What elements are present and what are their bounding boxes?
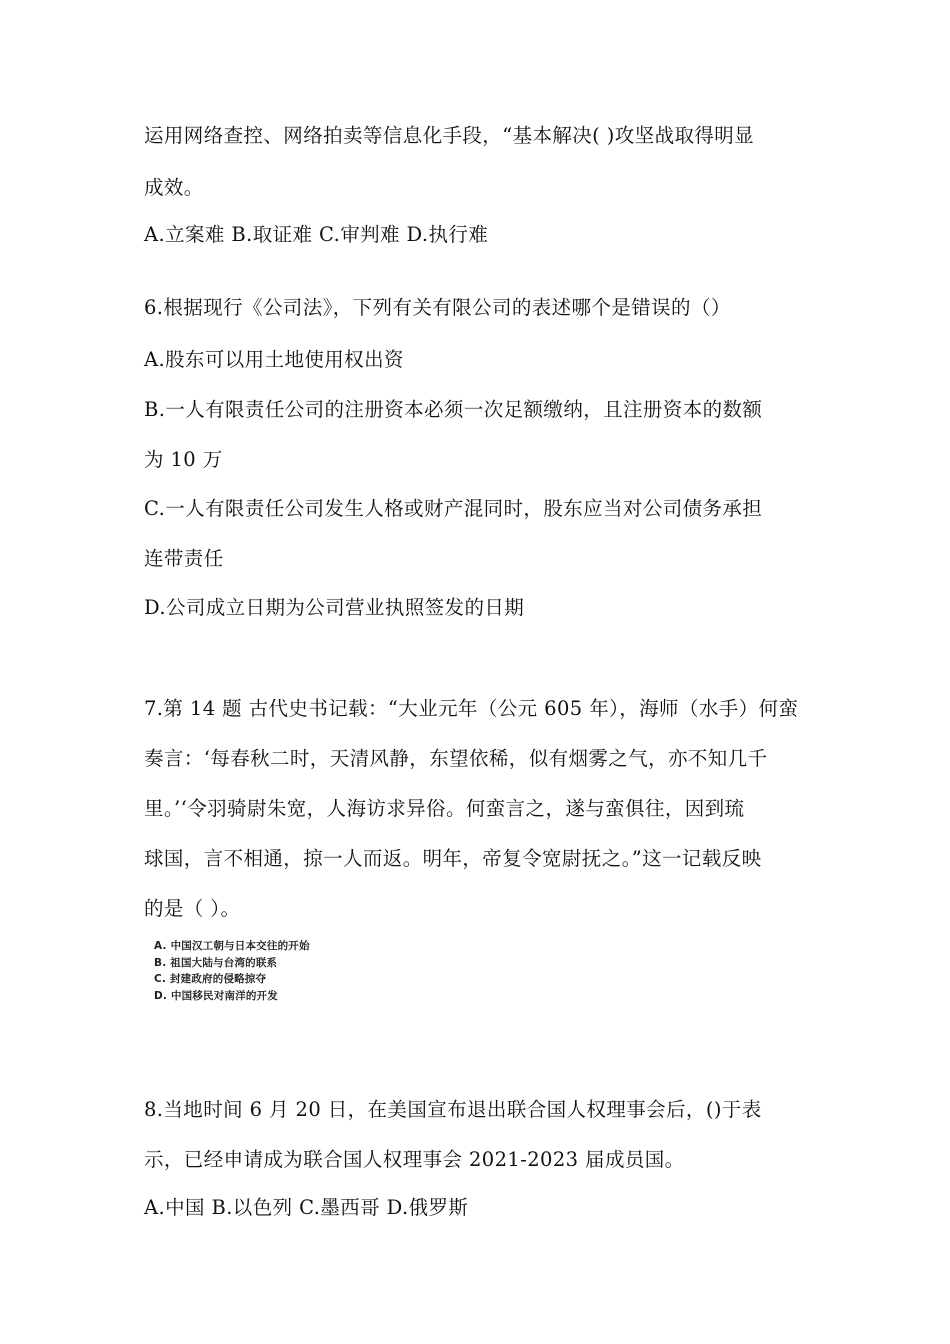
q5-stem-line-2: 成效。: [144, 176, 204, 199]
q8-options: A.中国 B.以色列 C.墨西哥 D.俄罗斯: [144, 1196, 469, 1219]
q7-option-b: B. 祖国大陆与台湾的联系: [154, 956, 278, 969]
q6-option-b-line-1: B.一人有限责任公司的注册资本必须一次足额缴纳，且注册资本的数额: [144, 398, 763, 421]
q5-options: A.立案难 B.取证难 C.审判难 D.执行难: [144, 223, 489, 246]
q7-stem-line-1: 7.第 14 题 古代史书记载：“大业元年（公元 605 年），海师（水手）何蛮: [144, 697, 799, 720]
q7-option-d: D. 中国移民对南洋的开发: [154, 989, 278, 1002]
q6-option-a: A.股东可以用土地使用权出资: [144, 348, 404, 371]
q8-stem-line-2: 示，已经申请成为联合国人权理事会 2021-2023 届成员国。: [144, 1148, 685, 1171]
q8-stem-line-1: 8.当地时间 6 月 20 日，在美国宣布退出联合国人权理事会后，()于表: [144, 1098, 762, 1121]
q7-stem-line-5: 的是（ ）。: [144, 897, 241, 920]
q6-stem: 6.根据现行《公司法》，下列有关有限公司的表述哪个是错误的（）: [144, 296, 731, 319]
q6-option-d: D.公司成立日期为公司营业执照签发的日期: [144, 596, 525, 619]
q6-option-b-line-2: 为 10 万: [144, 448, 223, 471]
q7-option-a: A. 中国汉工朝与日本交往的开始: [154, 940, 310, 952]
q7-options-image: [154, 938, 374, 1004]
q7-stem-line-4: 球国，言不相通，掠一人而返。明年，帝复令宽尉抚之。”这一记载反映: [144, 847, 762, 870]
q7-stem-line-3: 里。’‘令羽骑尉朱宽，人海访求异俗。何蛮言之，遂与蛮俱往，因到琉: [144, 797, 745, 820]
q6-option-c-line-2: 连带责任: [144, 547, 224, 570]
q5-stem-line-1: 运用网络查控、网络拍卖等信息化手段，“基本解决( )攻坚战取得明显: [144, 124, 755, 147]
q7-option-c: C. 封建政府的侵略掠夺: [154, 973, 267, 985]
q7-stem-line-2: 奏言：‘每春秋二时，天清风静，东望依稀，似有烟雾之气，亦不知几千: [144, 747, 768, 770]
q6-option-c-line-1: C.一人有限责任公司发生人格或财产混同时，股东应当对公司债务承担: [144, 497, 763, 520]
